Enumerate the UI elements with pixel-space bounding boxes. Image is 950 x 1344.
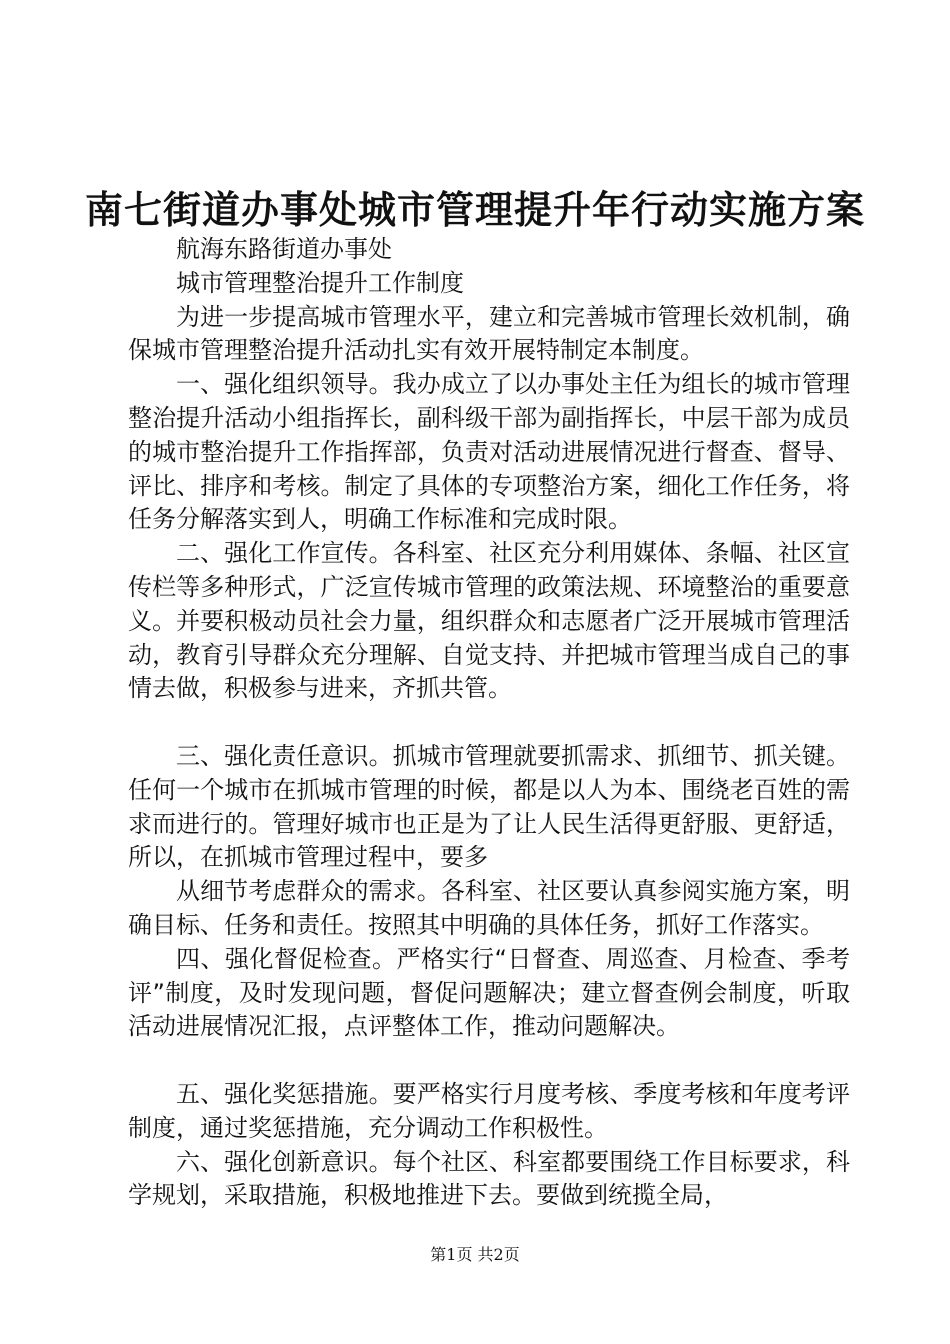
section-3-paragraph: 三、强化责任意识。抓城市管理就要抓需求、抓细节、抓关键。任何一个城市在抓城市管理的时候，都是以人为本、围绕老百姓的需求而进行的。管理好城市也正是为了让人民生活得更舒服、更舒适，所以，在抓城市管理过程中，要多: [128, 741, 850, 872]
subtitle-line: 城市管理整治提升工作制度: [176, 268, 464, 297]
organization-line: 航海东路街道办事处: [176, 235, 392, 263]
section-3-continuation-paragraph: 从细节考虑群众的需求。各科室、社区要认真参阅实施方案，明确目标、任务和责任。按照其中明确的具体任务，抓好工作落实。: [128, 877, 850, 939]
document-body: [128, 233, 850, 1213]
page-number-footer: 第1页 共2页: [430, 1245, 520, 1264]
section-1-paragraph: 一、强化组织领导。我办成立了以办事处主任为组长的城市管理整治提升活动小组指挥长，副科级干部为副指挥长，中层干部为成员的城市整治提升工作指挥部，负责对活动进展情况进行督查、督导、评比、排序和考核。制定了具体的专项整治方案，细化工作任务，将任务分解落实到人，明确工作标准和完成时限。: [128, 370, 850, 534]
document-title: 南七街道办事处城市管理提升年行动实施方案: [84, 187, 865, 232]
section-5-paragraph: 五、强化奖惩措施。要严格实行月度考核、季度考核和年度考评制度，通过奖惩措施，充分调动工作积极性。: [128, 1079, 850, 1142]
section-4-paragraph: 四、强化督促检查。严格实行“日督查、周巡查、月检查、季考评”制度，及时发现问题，督促问题解决；建立督查例会制度，听取活动进展情况汇报，点评整体工作，推动问题解决。: [128, 944, 850, 1041]
section-2-paragraph: 二、强化工作宣传。各科室、社区充分利用媒体、条幅、社区宣传栏等多种形式，广泛宣传城市管理的政策法规、环境整治的重要意义。并要积极动员社会力量，组织群众和志愿者广泛开展城市管理活动，教育引导群众充分理解、自觉支持、并把城市管理当成自己的事情去做，积极参与进来，齐抓共管。: [128, 539, 850, 703]
section-6-paragraph: 六、强化创新意识。每个社区、科室都要围绕工作目标要求，科学规划，采取措施，积极地推进下去。要做到统揽全局，: [128, 1147, 850, 1210]
intro-paragraph: 为进一步提高城市管理水平，建立和完善城市管理长效机制，确保城市管理整治提升活动扎实有效开展特制定本制度。: [128, 302, 850, 365]
